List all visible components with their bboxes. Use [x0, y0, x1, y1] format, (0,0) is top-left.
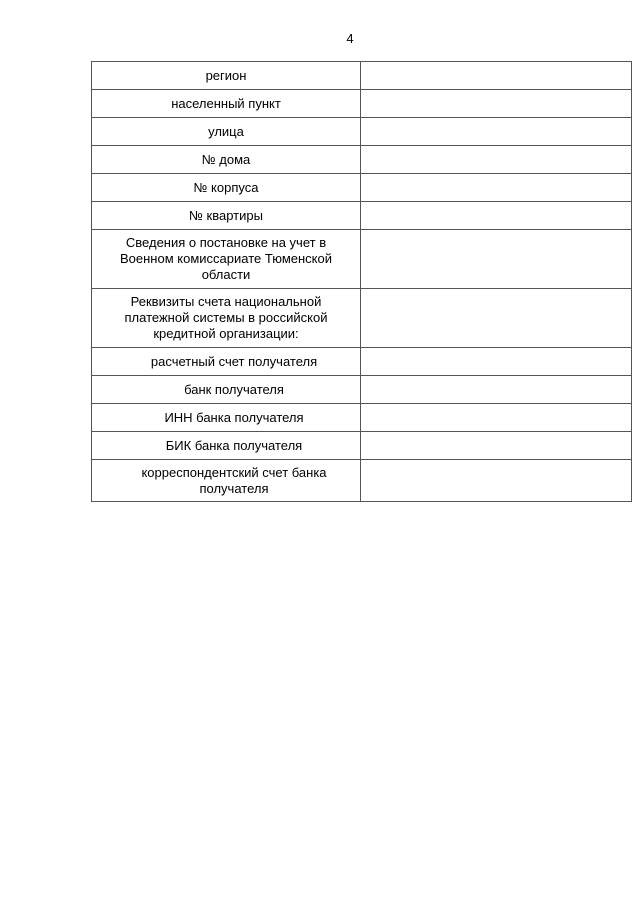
row-label-bank-bik: БИК банка получателя: [92, 432, 361, 460]
form-table: [91, 61, 632, 502]
table-row: [92, 376, 632, 404]
row-value-bank-bik[interactable]: [361, 432, 632, 460]
table-row: [92, 62, 632, 90]
table-row: [92, 348, 632, 376]
row-value-house-number[interactable]: [361, 146, 632, 174]
row-value-apartment-number[interactable]: [361, 202, 632, 230]
row-label-house-number: № дома: [92, 146, 361, 174]
row-label-military-registration: Сведения о постановке на учет в Военном комиссариате Тюменской области: [92, 230, 361, 289]
table-row: [92, 118, 632, 146]
row-value-region[interactable]: [361, 62, 632, 90]
table-row: [92, 230, 632, 289]
table-row: [92, 146, 632, 174]
row-value-account-details[interactable]: [361, 289, 632, 348]
row-value-military-registration[interactable]: [361, 230, 632, 289]
row-label-region: регион: [92, 62, 361, 90]
row-value-bank-inn[interactable]: [361, 404, 632, 432]
page-number: 4: [346, 31, 354, 46]
table-row: [92, 289, 632, 348]
row-label-account-details: Реквизиты счета национальной платежной системы в российской кредитной организации:: [92, 289, 361, 348]
table-row: [92, 460, 632, 502]
row-value-correspondent-account[interactable]: [361, 460, 632, 502]
table-row: [92, 404, 632, 432]
row-value-street[interactable]: [361, 118, 632, 146]
table-row: [92, 174, 632, 202]
row-label-locality: населенный пункт: [92, 90, 361, 118]
row-label-correspondent-account: корреспондентский счет банка получателя: [92, 460, 361, 502]
row-value-recipient-bank[interactable]: [361, 376, 632, 404]
row-label-building-number: № корпуса: [92, 174, 361, 202]
table-row: [92, 432, 632, 460]
row-label-settlement-account: расчетный счет получателя: [92, 348, 361, 376]
row-value-locality[interactable]: [361, 90, 632, 118]
table-row: [92, 90, 632, 118]
row-label-bank-inn: ИНН банка получателя: [92, 404, 361, 432]
row-label-apartment-number: № квартиры: [92, 202, 361, 230]
row-value-building-number[interactable]: [361, 174, 632, 202]
row-label-street: улица: [92, 118, 361, 146]
row-value-settlement-account[interactable]: [361, 348, 632, 376]
row-label-recipient-bank: банк получателя: [92, 376, 361, 404]
table-row: [92, 202, 632, 230]
